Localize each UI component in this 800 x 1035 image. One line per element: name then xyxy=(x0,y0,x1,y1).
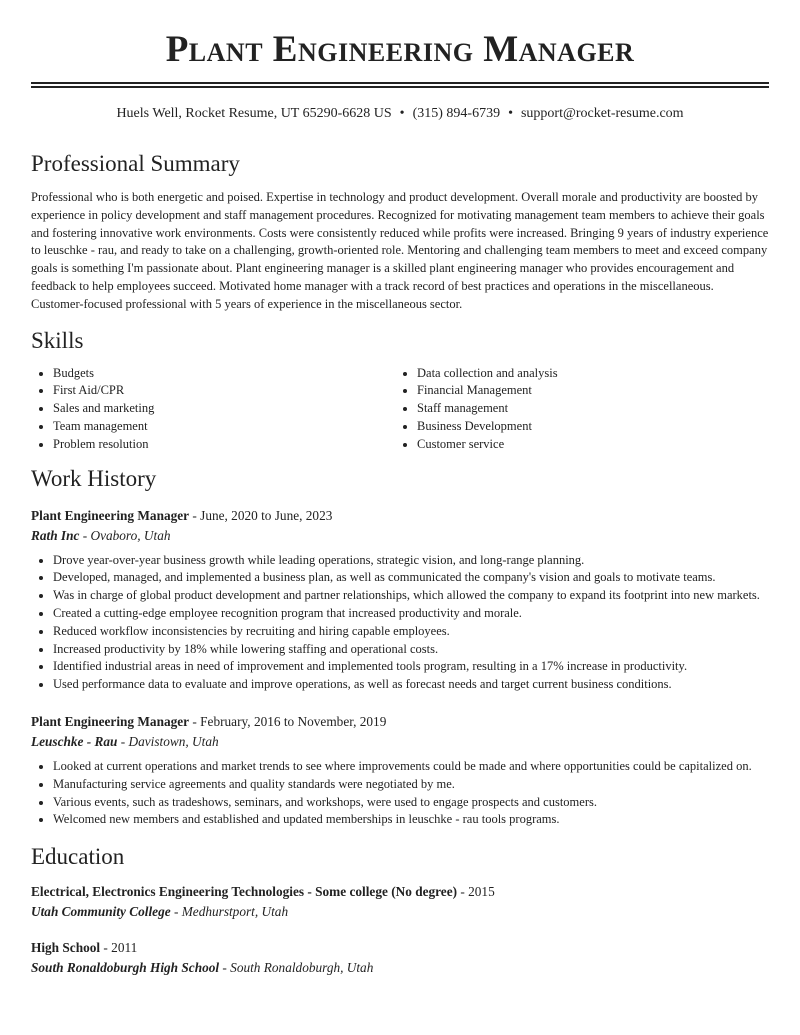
header-divider xyxy=(31,82,769,88)
education-degree-line xyxy=(31,938,769,958)
contact-address: Huels Well, Rocket Resume, UT 65290-6628 US xyxy=(116,106,392,121)
skill-item: • First Aid/CPR xyxy=(53,382,395,400)
education-heading: Education xyxy=(31,844,125,870)
job-role-line xyxy=(31,506,769,526)
skill-item: • Team management xyxy=(53,418,395,436)
job-bullet: • Drove year-over-year business growth while leading operations, strategic vision, and long-range planning. xyxy=(53,552,769,570)
education-degree: High School xyxy=(31,940,101,956)
job-entry xyxy=(31,712,769,829)
contact-separator: • xyxy=(508,106,513,121)
skill-item: • Sales and marketing xyxy=(53,400,395,418)
education-entry xyxy=(31,938,769,978)
education-school: Utah Community College xyxy=(31,904,171,920)
job-company-line xyxy=(31,526,769,546)
contact-phone: (315) 894-6739 xyxy=(412,106,501,121)
education-location: - South Ronaldoburgh, Utah xyxy=(219,960,374,976)
job-location: - Davistown, Utah xyxy=(117,733,219,749)
skill-item: • Financial Management xyxy=(417,382,759,400)
job-entry xyxy=(31,506,769,694)
job-bullet: • Reduced workflow inconsistencies by recruiting and hiring capable employees. xyxy=(53,623,769,641)
job-title: Plant Engineering Manager xyxy=(31,507,190,523)
job-bullets xyxy=(31,552,769,694)
job-bullet: • Used performance data to evaluate and improve operations, as well as forecast needs and target current business conditions. xyxy=(53,676,769,694)
job-dates: - June, 2020 to June, 2023 xyxy=(189,507,333,523)
job-bullet: • Welcomed new members and established and updated memberships in leuschke - rau tools programs. xyxy=(53,811,769,829)
education-degree-line xyxy=(31,882,769,902)
job-bullet: • Various events, such as tradeshows, seminars, and workshops, were used to engage prospects and customers. xyxy=(53,794,769,812)
job-company-line xyxy=(31,732,769,752)
job-title: Plant Engineering Manager xyxy=(31,713,190,729)
job-bullet: • Increased productivity by 18% while lowering staffing and operational costs. xyxy=(53,641,769,659)
job-bullets xyxy=(31,758,769,829)
work-history-heading: Work History xyxy=(31,465,157,491)
education-school-line xyxy=(31,902,769,922)
skills-column-right xyxy=(395,365,759,454)
education-entry xyxy=(31,882,769,922)
education-location: - Medhurstport, Utah xyxy=(170,904,289,920)
summary-text: Professional who is both energetic and poised. Expertise in technology and product development. Overall morale and productivity are boosted by experience in policy development and staff management procedures. Recognized for motivating management team members to achieve their goals and fostering innovative work environments. Costs were consistently reduced while profits were increased. Bringing 9 years of industry experience to leuschke - rau, and ready to take on a challenging, growth-oriented role. Mentoring and challenging team members to meet and exceed company goals is something I'm passionate about. Plant engineering manager is a skilled plant engineering manager who provides encouragement and feedback to help employees succeed. Motivated home manager with a track record of best practices and operations in the miscellaneous. Customer-focused professional with 5 years of experience in the miscellaneous sector. xyxy=(31,190,769,311)
summary-heading: Professional Summary xyxy=(31,151,240,176)
contact-separator: • xyxy=(399,106,405,121)
skills-column-left xyxy=(31,365,395,454)
skill-item: • Budgets xyxy=(53,365,395,383)
education-year: - 2011 xyxy=(100,940,138,956)
skills-heading: Skills xyxy=(31,327,84,353)
job-role-line xyxy=(31,712,769,732)
education-degree: Electrical, Electronics Engineering Technologies - Some college (No degree) xyxy=(31,884,458,900)
job-bullet: • Identified industrial areas in need of improvement and implemented tools program, resulting in a 17% increase in productivity. xyxy=(53,658,769,676)
job-bullet: • Manufacturing service agreements and quality standards were negotiated by me. xyxy=(53,776,769,794)
education-school: South Ronaldoburgh High School xyxy=(31,960,220,976)
education-year: - 2015 xyxy=(457,884,495,900)
skill-item: • Staff management xyxy=(417,400,759,418)
job-location: - Ovaboro, Utah xyxy=(79,527,171,543)
contact-line xyxy=(31,105,769,123)
skill-item: • Problem resolution xyxy=(53,436,395,454)
education-school-line xyxy=(31,958,769,978)
job-dates: - February, 2016 to November, 2019 xyxy=(189,713,387,729)
job-bullet: • Looked at current operations and market trends to see where improvements could be made and where opportunities could be capitalized on. xyxy=(53,758,769,776)
skill-item: • Customer service xyxy=(417,436,759,454)
resume-name: Plant Engineering Manager xyxy=(165,29,635,70)
job-company: Rath Inc xyxy=(31,527,80,543)
contact-email: support@rocket-resume.com xyxy=(520,106,684,121)
job-bullet: • Was in charge of global product development and partner relationships, which allowed the company to expand its footprint into new markets. xyxy=(53,587,769,605)
job-bullet: • Created a cutting-edge employee recognition program that increased productivity and morale. xyxy=(53,605,769,623)
skill-item: • Business Development xyxy=(417,418,759,436)
job-bullet: • Developed, managed, and implemented a business plan, as well as communicated the company's vision and goals to motivate teams. xyxy=(53,569,769,587)
skill-item: • Data collection and analysis xyxy=(417,365,759,383)
skills-list xyxy=(31,365,769,454)
job-company: Leuschke - Rau xyxy=(31,733,118,749)
